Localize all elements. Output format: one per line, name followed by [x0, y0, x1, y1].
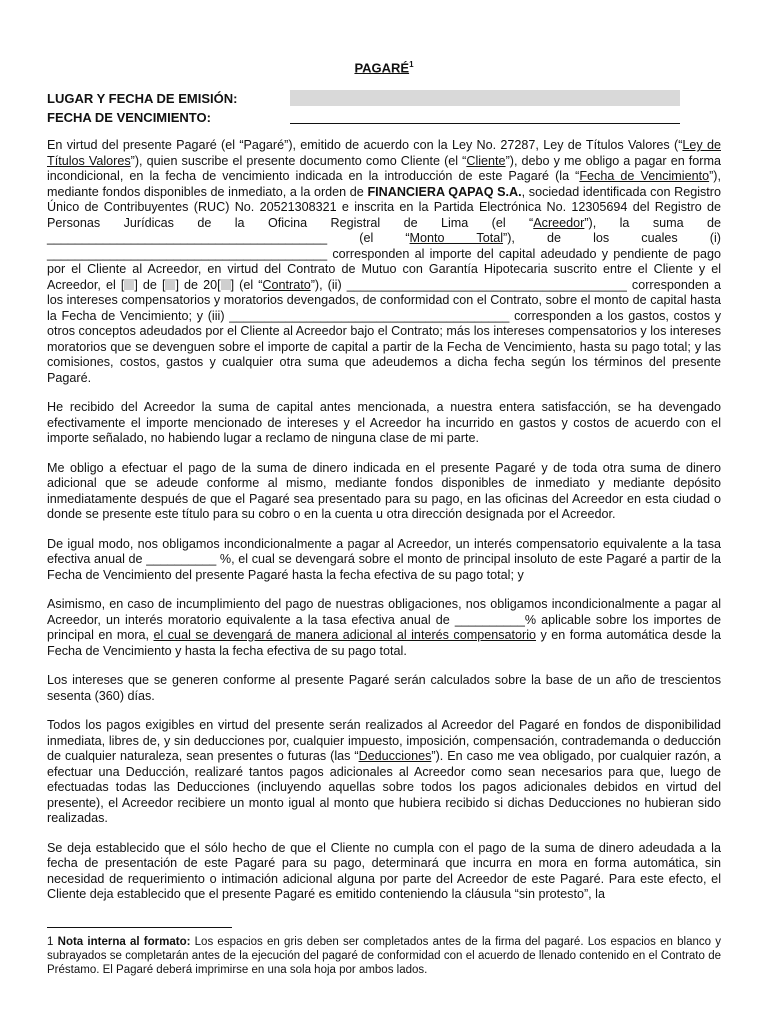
p1-text: ”), la suma de ________________________________________ (el “	[47, 215, 722, 245]
def-deducciones: Deducciones	[358, 749, 432, 763]
p7-text: Todos los pagos exigibles en virtud del presente serán realizados al Acreedor del Pagaré en fondos de disponibilidad inmediata, libres de, y sin deducciones por, cualquier impuesto, imposición, compensación, contrademanda o deducción de cualquier naturaleza, sean presentes o futuras (las “	[47, 718, 721, 763]
p1-text: ] de 20[	[175, 277, 221, 292]
paragraph-7	[47, 718, 721, 827]
def-monto-total: Monto Total	[409, 231, 504, 245]
paragraph-8: Se deja establecido que el sólo hecho de que el Cliente no cumpla con el pago de la suma de dinero adeudada a la fecha de presentación de este Pagaré para su pago, determinará que incurra en mora en forma automática, sin necesidad de requerimiento o intimación adicional alguna por parte del Acreedor de este Pagaré. Para este efecto, el Cliente deja establecido que el presente Pagaré es emitido conteniendo la cláusula “sin protesto”, la	[47, 840, 721, 901]
fecha-vencimiento-label: FECHA DE VENCIMIENTO:	[47, 110, 211, 125]
def-cliente: Cliente	[466, 153, 506, 168]
title-text: PAGARÉ	[354, 60, 410, 76]
p5-text: y en forma automática desde la Fecha de Vencimiento y hasta la fecha efectiva de su pago total.	[47, 628, 722, 658]
p1-text: ] de [	[134, 277, 166, 292]
p1-text: ”), mediante fondos disponibles de inmediato, a la orden de	[47, 169, 721, 199]
document-body	[47, 138, 721, 917]
p1-text: ”), de los cuales (i) ________________________________________ corresponden al importe del capital adeudado y pendiente de pago por el Cliente al Acreedor, en virtud del Contrato de Mutuo con Garantía Hipotecaria suscrito entre el Cliente y el Acreedor, el [	[47, 231, 721, 292]
p1-text: ] (el “	[230, 277, 263, 292]
p7-text: ”). En caso me vea obligado, por cualquier razón, a efectuar una Deducción, realizaré tantos pagos adicionales al Acreedor como sean necesarios para que, luego de efectuadas todas las Deducciones (incluyendo aquellas sobre todos los pagos adicionales debidos en virtud del presente), el Acreedor recibiere un monto igual al monto que hubiera recibido si dichas Deducciones no hubieran sido realizadas.	[47, 749, 721, 825]
creditor-name: FINANCIERA QAPAQ S.A.	[367, 184, 522, 199]
p1-text: ”), debo y me obligo a pagar en forma incondicional, en la fecha de vencimiento indicada en la introducción de este Pagaré (la “	[47, 153, 721, 183]
paragraph-2: He recibido del Acreedor la suma de capital antes mencionada, a nuestra entera satisfacción, se ha devengado efectivamente el importe mencionado de intereses y el Acreedor ha incurrido en gastos y costos de acuerdo con el importe señalado, no habiendo lugar a reclamo de ninguna clase de mi parte.	[47, 400, 721, 445]
def-fecha-vencimiento: Fecha de Vencimiento	[579, 169, 710, 183]
paragraph-1	[47, 138, 721, 386]
footnote	[47, 935, 721, 977]
day-gray-field	[124, 279, 134, 290]
def-acreedor: Acreedor	[533, 215, 585, 230]
year-gray-field	[221, 279, 231, 290]
fecha-vencimiento-blank	[290, 109, 680, 124]
def-contrato: Contrato	[262, 277, 311, 292]
footnote-number: 1	[47, 936, 54, 948]
p1-text: , sociedad identificada con Registro Único de Contribuyentes (RUC) No. 20521308321 e inscrita en la Partida Electrónica No. 12305694 del Registro de Personas Jurídicas de la Oficina Registral de Lima (el “	[47, 184, 722, 230]
def-ley-titulos: Ley de Títulos Valores	[47, 138, 721, 168]
p1-text: En virtud del presente Pagaré (el “Pagaré”), emitido de acuerdo con la Ley No. 27287, Ley de Títulos Valores (“	[47, 138, 683, 152]
footnote-text: Los espacios en gris deben ser completados antes de la firma del pagaré. Los espacios en blanco y subrayados se completarán antes de la ejecución del pagaré de conformidad con el acuerdo de llenado contenido en el Contrato de Préstamo. El Pagaré deberá imprimirse en una sola hoja por ambos lados.	[47, 936, 721, 976]
paragraph-5	[47, 597, 721, 659]
p5-underlined: el cual se devengará de manera adicional al interés compensatorio	[153, 628, 537, 642]
p1-text: ”), (ii) ________________________________________ corresponden a los intereses compensatorios y moratorios devengados, de conformidad con el Contrato, sobre el monto de capital hasta la Fecha de Vencimiento; y (iii) ________________________________________ corresponden a los gastos, costos y otros conceptos adeudados por el Cliente al Acreedor bajo el Contrato; más los intereses compensatorios y los intereses moratorios que se devenguen sobre el importe de capital a partir de la Fecha de Vencimiento, hasta su pago total; y las comisiones, costos, gastos y cualquier otra suma que adeudemos a dicha fecha según los términos del presente Pagaré.	[47, 277, 721, 385]
footnote-separator	[47, 927, 232, 928]
document-title	[0, 60, 768, 75]
paragraph-3: Me obligo a efectuar el pago de la suma de dinero indicada en el presente Pagaré y de toda otra suma de dinero adicional que se adeude conforme al mismo, mediante fondos disponibles de inmediato y mediante depósito inmediatamente después de que el Pagaré sea presentado para su pago, en las oficinas del Acreedor en esta ciudad o donde se presente este título para su cobro o en la cuenta u otra dirección designada por el Acreedor.	[47, 460, 721, 521]
month-gray-field	[165, 279, 175, 290]
paragraph-6: Los intereses que se generen conforme al presente Pagaré serán calculados sobre la base de un año de trescientos sesenta (360) días.	[47, 673, 721, 703]
p1-text: ”), quien suscribe el presente documento como Cliente (el “	[130, 153, 467, 168]
lugar-fecha-label: LUGAR Y FECHA DE EMISIÓN:	[47, 91, 238, 106]
p5-text: Asimismo, en caso de incumplimiento del pago de nuestras obligaciones, nos obligamos incondicionalmente a pagar al Acreedor, un interés moratorio equivalente a la tasa efectiva anual de __________% aplicable sobre los importes de principal en mora,	[47, 597, 721, 642]
footnote-ref: 1	[409, 60, 414, 69]
paragraph-4: De igual modo, nos obligamos incondicionalmente a pagar al Acreedor, un interés compensatorio equivalente a la tasa efectiva anual de __________ %, el cual se devengará sobre el monto de principal insoluto de este Pagaré a partir de la Fecha de Vencimiento del presente Pagaré hasta la fecha efectiva de su pago total; y	[47, 536, 721, 582]
lugar-fecha-gray-field	[290, 90, 680, 106]
footnote-label: Nota interna al formato:	[57, 936, 191, 948]
